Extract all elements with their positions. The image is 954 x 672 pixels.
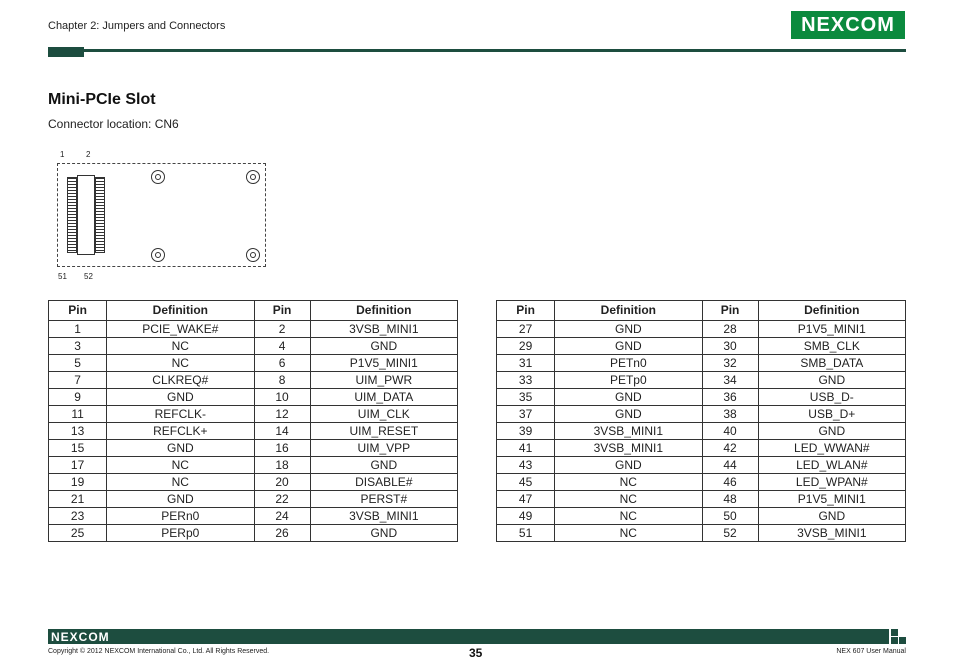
- table-row: [49, 406, 458, 423]
- pin-number: 3: [49, 338, 107, 355]
- pin-number: 43: [497, 457, 555, 474]
- pin-number: 30: [702, 338, 758, 355]
- col-definition: Definition: [555, 301, 702, 321]
- table-header-row: [49, 301, 458, 321]
- table-row: [49, 355, 458, 372]
- manual-name: NEX 607 User Manual: [836, 648, 906, 655]
- pin-definition: NC: [107, 355, 254, 372]
- pin-definition: SMB_DATA: [758, 355, 905, 372]
- header-accent-bar: [48, 47, 84, 57]
- pin-number: 8: [254, 372, 310, 389]
- mount-hole-icon: [246, 170, 260, 184]
- footer-logo: NEXCOM: [51, 630, 110, 644]
- pin-definition: LED_WLAN#: [758, 457, 905, 474]
- col-pin: Pin: [497, 301, 555, 321]
- col-pin: Pin: [49, 301, 107, 321]
- pin-definition: LED_WWAN#: [758, 440, 905, 457]
- pin-definition: NC: [555, 491, 702, 508]
- pin-number: 7: [49, 372, 107, 389]
- col-definition: Definition: [310, 301, 457, 321]
- pin-definition: P1V5_MINI1: [758, 491, 905, 508]
- pin-definition: PERp0: [107, 525, 254, 542]
- pin-definition: GND: [555, 321, 702, 338]
- table-row: [497, 491, 906, 508]
- pin-definition: GND: [758, 508, 905, 525]
- table-row: [497, 525, 906, 542]
- connector-pins-odd: [67, 177, 77, 253]
- pin-number: 12: [254, 406, 310, 423]
- pin-number: 35: [497, 389, 555, 406]
- chapter-heading: Chapter 2: Jumpers and Connectors: [48, 20, 226, 32]
- pin-definition: PETn0: [555, 355, 702, 372]
- pin-number: 33: [497, 372, 555, 389]
- table-row: [497, 457, 906, 474]
- pin-definition: REFCLK+: [107, 423, 254, 440]
- table-row: [497, 440, 906, 457]
- pin-number: 52: [702, 525, 758, 542]
- pin-number: 39: [497, 423, 555, 440]
- pin-number: 46: [702, 474, 758, 491]
- pin-definition: UIM_VPP: [310, 440, 457, 457]
- table-row: [497, 406, 906, 423]
- table-row: [49, 525, 458, 542]
- connector-body: [77, 175, 95, 255]
- pin-number: 21: [49, 491, 107, 508]
- pin-number: 16: [254, 440, 310, 457]
- pin-label-51: 51: [58, 272, 67, 281]
- col-definition: Definition: [758, 301, 905, 321]
- pin-number: 29: [497, 338, 555, 355]
- table-row: [49, 508, 458, 525]
- pin-number: 45: [497, 474, 555, 491]
- pin-number: 38: [702, 406, 758, 423]
- pin-table-left: [48, 300, 458, 542]
- pin-definition: GND: [555, 389, 702, 406]
- pin-number: 37: [497, 406, 555, 423]
- pin-number: 49: [497, 508, 555, 525]
- pin-definition: GND: [107, 440, 254, 457]
- pin-table-right: [496, 300, 906, 542]
- pin-definition: P1V5_MINI1: [758, 321, 905, 338]
- pin-definition: NC: [555, 474, 702, 491]
- pin-number: 18: [254, 457, 310, 474]
- pin-label-1: 1: [60, 150, 65, 159]
- pin-number: 9: [49, 389, 107, 406]
- pin-definition: LED_WPAN#: [758, 474, 905, 491]
- pin-number: 10: [254, 389, 310, 406]
- pin-definition: PETp0: [555, 372, 702, 389]
- pin-definition: GND: [310, 338, 457, 355]
- pin-number: 1: [49, 321, 107, 338]
- pin-definition: PCIE_WAKE#: [107, 321, 254, 338]
- pin-definition: REFCLK-: [107, 406, 254, 423]
- pin-definition: GND: [758, 372, 905, 389]
- pin-definition: 3VSB_MINI1: [758, 525, 905, 542]
- table-row: [49, 423, 458, 440]
- pin-number: 19: [49, 474, 107, 491]
- table-row: [49, 491, 458, 508]
- pin-number: 22: [254, 491, 310, 508]
- pin-number: 13: [49, 423, 107, 440]
- pin-definition: UIM_CLK: [310, 406, 457, 423]
- pin-number: 15: [49, 440, 107, 457]
- table-row: [49, 321, 458, 338]
- pin-number: 20: [254, 474, 310, 491]
- footer-square-icon: [891, 629, 898, 636]
- nexcom-logo: NEXCOM: [791, 11, 905, 39]
- pin-definition: NC: [107, 457, 254, 474]
- copyright-text: Copyright © 2012 NEXCOM International Co., Ltd. All Rights Reserved.: [48, 648, 270, 655]
- pin-number: 44: [702, 457, 758, 474]
- col-pin: Pin: [702, 301, 758, 321]
- table-row: [49, 440, 458, 457]
- pin-definition: GND: [107, 389, 254, 406]
- pin-definition: USB_D-: [758, 389, 905, 406]
- pin-definition: GND: [310, 457, 457, 474]
- pin-definition: CLKREQ#: [107, 372, 254, 389]
- pin-number: 28: [702, 321, 758, 338]
- footer-square-icon: [891, 637, 898, 644]
- mount-hole-icon: [151, 248, 165, 262]
- pin-number: 24: [254, 508, 310, 525]
- pin-definition: NC: [107, 474, 254, 491]
- pin-number: 23: [49, 508, 107, 525]
- pin-number: 36: [702, 389, 758, 406]
- pin-definition: GND: [310, 525, 457, 542]
- pin-number: 14: [254, 423, 310, 440]
- table-row: [497, 338, 906, 355]
- table-row: [49, 338, 458, 355]
- pin-number: 5: [49, 355, 107, 372]
- pin-number: 11: [49, 406, 107, 423]
- pin-number: 27: [497, 321, 555, 338]
- col-definition: Definition: [107, 301, 254, 321]
- pin-number: 41: [497, 440, 555, 457]
- table-row: [497, 321, 906, 338]
- card-outline: [57, 163, 266, 267]
- table-row: [497, 372, 906, 389]
- table-row: [497, 423, 906, 440]
- pin-definition: NC: [555, 508, 702, 525]
- pin-number: 31: [497, 355, 555, 372]
- mount-hole-icon: [246, 248, 260, 262]
- pin-number: 51: [497, 525, 555, 542]
- pin-number: 50: [702, 508, 758, 525]
- header-rule: [84, 49, 906, 52]
- pin-number: 6: [254, 355, 310, 372]
- pin-definition: DISABLE#: [310, 474, 457, 491]
- pin-number: 25: [49, 525, 107, 542]
- pin-definition: 3VSB_MINI1: [555, 440, 702, 457]
- pin-number: 17: [49, 457, 107, 474]
- pin-definition: UIM_PWR: [310, 372, 457, 389]
- connector-pins-even: [95, 177, 105, 253]
- pin-definition: GND: [107, 491, 254, 508]
- table-row: [49, 457, 458, 474]
- footer-bar: [48, 629, 889, 644]
- table-row: [497, 355, 906, 372]
- table-row: [497, 389, 906, 406]
- pin-definition: SMB_CLK: [758, 338, 905, 355]
- pin-definition: UIM_DATA: [310, 389, 457, 406]
- pin-number: 40: [702, 423, 758, 440]
- pin-definition: PERST#: [310, 491, 457, 508]
- pin-number: 26: [254, 525, 310, 542]
- pin-definition: 3VSB_MINI1: [555, 423, 702, 440]
- pin-number: 32: [702, 355, 758, 372]
- edge-connector: [67, 175, 105, 255]
- table-header-row: [497, 301, 906, 321]
- pin-definition: PERn0: [107, 508, 254, 525]
- pin-label-52: 52: [84, 272, 93, 281]
- section-title: Mini-PCIe Slot: [48, 91, 156, 108]
- pin-definition: GND: [555, 406, 702, 423]
- pin-definition: USB_D+: [758, 406, 905, 423]
- pin-definition: P1V5_MINI1: [310, 355, 457, 372]
- pin-definition: GND: [758, 423, 905, 440]
- pin-definition: GND: [555, 338, 702, 355]
- connector-location: Connector location: CN6: [48, 117, 179, 131]
- pin-label-2: 2: [86, 150, 91, 159]
- pin-number: 47: [497, 491, 555, 508]
- table-row: [497, 474, 906, 491]
- pin-definition: UIM_RESET: [310, 423, 457, 440]
- pin-number: 2: [254, 321, 310, 338]
- pin-definition: 3VSB_MINI1: [310, 508, 457, 525]
- pin-number: 42: [702, 440, 758, 457]
- mini-pcie-diagram: [48, 146, 278, 286]
- table-row: [49, 474, 458, 491]
- footer-square-icon: [899, 637, 906, 644]
- pin-definition: 3VSB_MINI1: [310, 321, 457, 338]
- col-pin: Pin: [254, 301, 310, 321]
- pin-number: 4: [254, 338, 310, 355]
- page-number: 35: [469, 646, 483, 660]
- table-row: [49, 372, 458, 389]
- pin-definition: NC: [107, 338, 254, 355]
- mount-hole-icon: [151, 170, 165, 184]
- table-row: [497, 508, 906, 525]
- pin-number: 34: [702, 372, 758, 389]
- pin-definition: GND: [555, 457, 702, 474]
- pin-number: 48: [702, 491, 758, 508]
- table-row: [49, 389, 458, 406]
- pin-definition: NC: [555, 525, 702, 542]
